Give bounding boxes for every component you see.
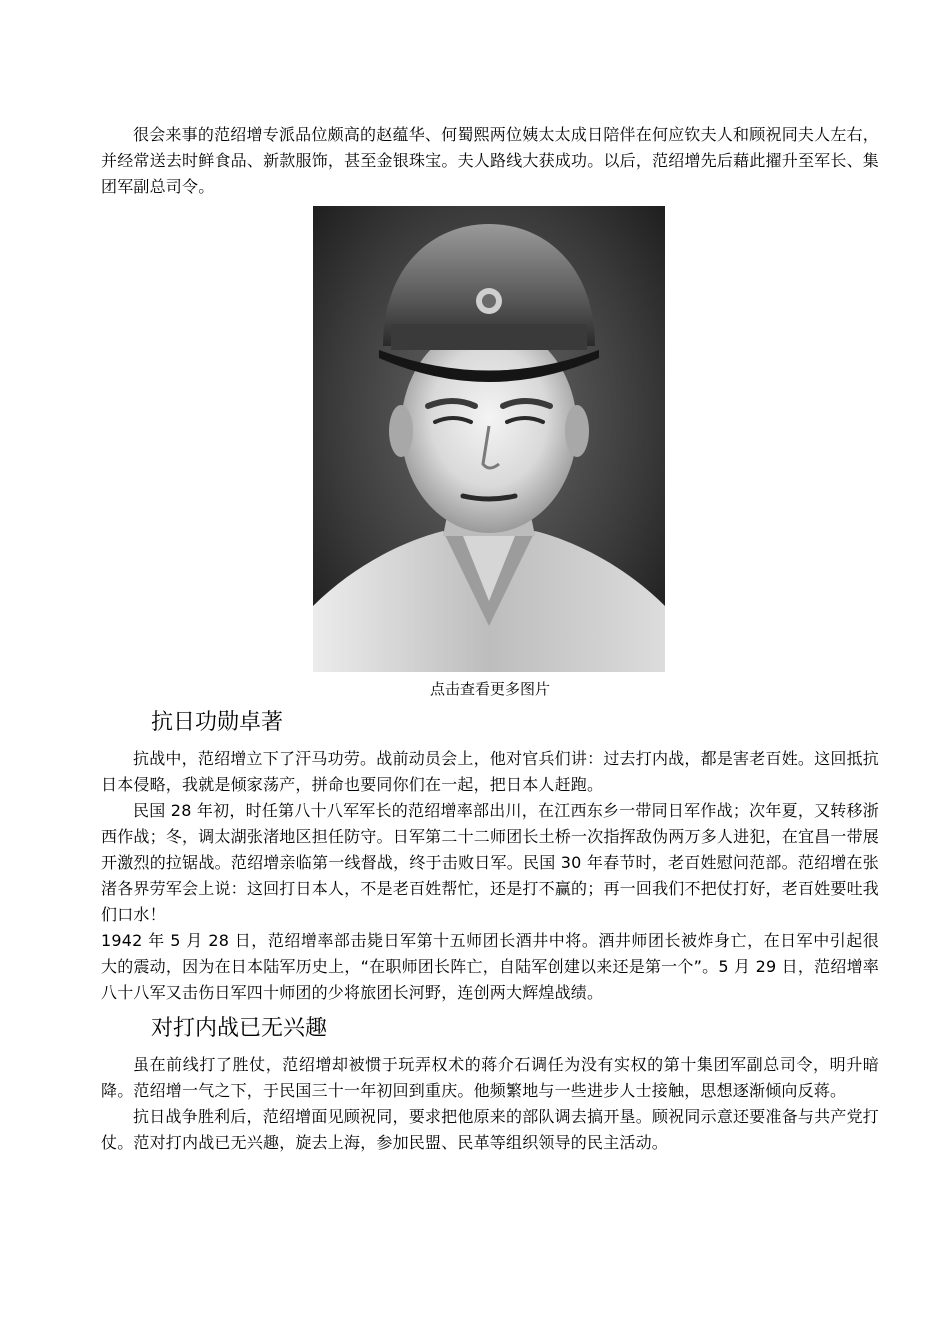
intro-paragraph: 很会来事的范绍增专派品位颇高的赵蕴华、何蜀熙两位姨太太成日陪伴在何应钦夫人和顾祝同夫人左右，并经常送去时鲜食品、新款服饰，甚至金银珠宝。夫人路线大获成功。以后，范绍增先后藉此擢升至军长、集团军副总司令。 <box>101 125 879 196</box>
portrait-photo-image <box>313 206 665 672</box>
section-heading-2: 对打内战已无兴趣 <box>151 1016 328 1041</box>
section2-paragraph-1: 虽在前线打了胜仗，范绍增却被惯于玩弄权术的蒋介石调任为没有实权的第十集团军副总司令，明升暗降。范绍增一气之下，于民国三十一年初回到重庆。他频繁地与一些进步人士接触，思想逐渐倾向反蒋。 <box>101 1055 879 1100</box>
section2-paragraph-2: 抗日战争胜利后，范绍增面见顾祝同，要求把他原来的部队调去搞开垦。顾祝同示意还要准备与共产党打仗。范对打内战已无兴趣，旋去上海，参加民盟、民革等组织领导的民主活动。 <box>101 1107 879 1152</box>
section-heading-1: 抗日功勋卓著 <box>151 710 284 735</box>
section1-paragraph-1: 抗战中，范绍增立下了汗马功劳。战前动员会上，他对官兵们讲：过去打内战，都是害老百姓。这回抵抗日本侵略，我就是倾家荡产，拼命也要同你们在一起，把日本人赶跑。 <box>101 749 879 794</box>
section1-paragraph-3: 1942 年 5 月 28 日，范绍增率部击毙日军第十五师团长酒井中将。酒井师团长被炸身亡，在日军中引起很大的震动，因为在日本陆军历史上，“在职师团长阵亡，自陆军创建以来还是第一个”。5 月 29 日，范绍增率八十八军又击伤日军四十师团的少将旅团长河野，连创两大辉煌战绩。 <box>101 931 879 1002</box>
figure-caption[interactable]: 点击查看更多图片 <box>429 680 550 698</box>
portrait-photo[interactable] <box>313 206 665 672</box>
section1-paragraph-2: 民国 28 年初，时任第八十八军军长的范绍增率部出川，在江西东乡一带同日军作战；次年夏，又转移浙西作战；冬，调太湖张渚地区担任防守。日军第二十二师团长土桥一次指挥敌伪两万多人进犯，在宜昌一带展开激烈的拉锯战。范绍增亲临第一线督战，终于击败日军。民国 30 年春节时，老百姓慰问范部。范绍增在张渚各界劳军会上说：这回打日本人，不是老百姓帮忙，还是打不赢的；再一回我们不把仗打好，老百姓要吐我们口水！ <box>101 801 879 924</box>
document-page <box>101 122 879 1156</box>
